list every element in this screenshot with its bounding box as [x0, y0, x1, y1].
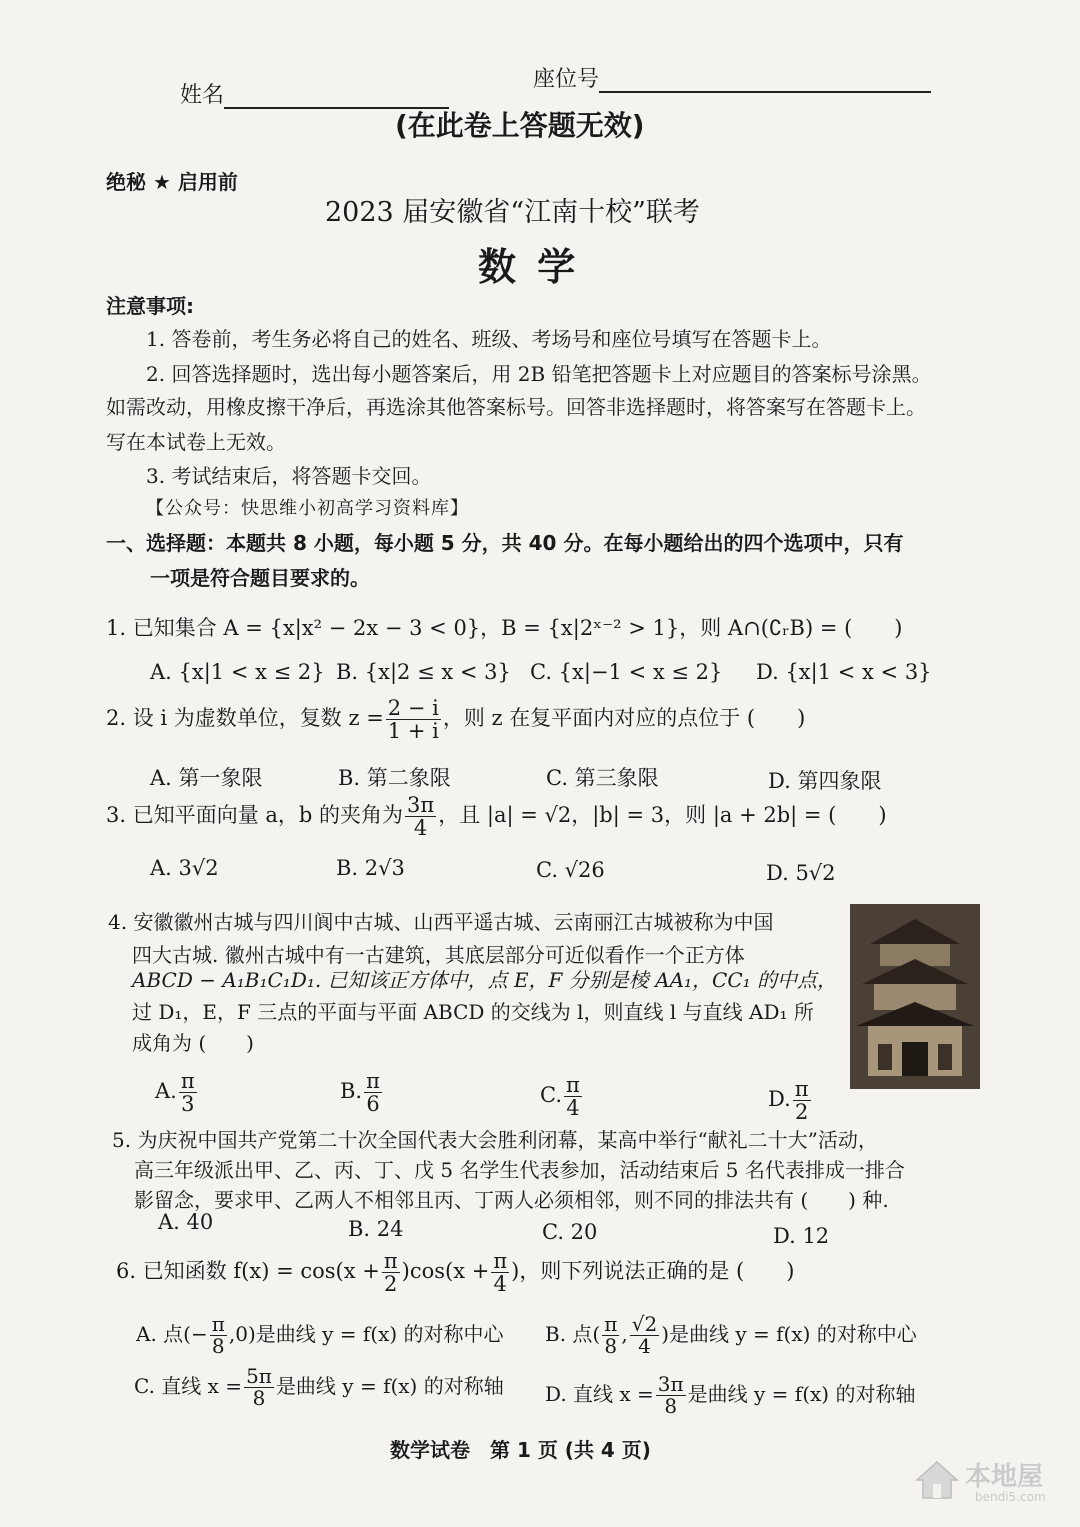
note-2b: 如需改动，用橡皮擦干净后，再选涂其他答案标号。回答非选择题时，将答案写在答题卡上。 — [106, 395, 926, 419]
q4-option-d — [768, 1078, 813, 1123]
q2-den: 1 + i — [387, 719, 439, 744]
q3-den: 4 — [413, 816, 428, 841]
q6-a-num: π — [211, 1312, 225, 1336]
q1-option-b: B. {x|2 ≤ x < 3} — [336, 660, 511, 684]
q6-d-fraction — [656, 1374, 686, 1417]
q6-b-num1: π — [604, 1312, 618, 1336]
q3-option-b: B. 2√3 — [336, 856, 405, 880]
q6-c-num: 5π — [246, 1364, 272, 1388]
q6-c-den: 8 — [252, 1386, 266, 1410]
pagoda-icon — [850, 904, 980, 1089]
q4-c-label: C. — [540, 1083, 562, 1108]
q6-d-pre: D. 直线 x = — [545, 1382, 654, 1406]
q4-line5: 成角为 ( ) — [132, 1031, 254, 1055]
q6-f2-num: π — [493, 1249, 508, 1273]
watermark — [915, 1452, 1065, 1512]
q4-line3: ABCD − A₁B₁C₁D₁. 已知该正方体中，点 E，F 分别是棱 AA₁，CC₁ 的中点， — [132, 968, 838, 992]
q3-fraction — [405, 794, 436, 839]
q4-d-label: D. — [768, 1087, 791, 1112]
q1-stem: 1. 已知集合 A = {x|x² − 2x − 3 < 0}，B = {x|2ˣ⁻² > 1}，则 A∩(∁ᵣB) = ( ) — [106, 616, 903, 640]
q6-c-post: 是曲线 y = f(x) 的对称轴 — [275, 1374, 504, 1398]
q4-line1: 4. 安徽徽州古城与四川阆中古城、山西平遥古城、云南丽江古城被称为中国 — [108, 910, 774, 934]
q4-b-num: π — [366, 1069, 380, 1093]
q1-option-a: A. {x|1 < x ≤ 2} — [150, 660, 325, 684]
watermark-text: 本地屋 — [965, 1462, 1044, 1492]
q1-option-d: D. {x|1 < x < 3} — [756, 660, 932, 684]
q5-option-d: D. 12 — [773, 1224, 830, 1248]
q3-pre: 3. 已知平面向量 a，b 的夹角为 — [106, 803, 404, 828]
q6-a-pre: A. 点(− — [136, 1322, 208, 1346]
q6-f1-num: π — [383, 1249, 398, 1273]
subject-title: 数 学 — [478, 245, 580, 289]
q6-a-den: 8 — [211, 1334, 225, 1358]
q5-line3: 影留念，要求甲、乙两人不相邻且丙、丁两人必须相邻，则不同的排法共有 ( ) 种. — [134, 1188, 889, 1212]
q6-d-post: 是曲线 y = f(x) 的对称轴 — [687, 1382, 916, 1406]
q6-mid: )cos(x + — [401, 1259, 490, 1284]
q2-option-d: D. 第四象限 — [768, 769, 882, 793]
q6-f2 — [491, 1250, 509, 1295]
q5-option-a: A. 40 — [158, 1210, 214, 1234]
ancient-building-photo — [850, 904, 980, 1089]
q6-option-c — [134, 1366, 504, 1409]
q2-stem — [106, 697, 805, 742]
q6-option-a — [136, 1314, 504, 1357]
q3-stem — [106, 794, 887, 839]
q3-num: 3π — [407, 793, 435, 817]
q6-a-fraction — [210, 1314, 227, 1357]
q6-f2-den: 4 — [493, 1272, 507, 1297]
q4-d-fraction — [793, 1078, 811, 1123]
seat-label: 座位号 — [533, 67, 600, 92]
secret-label: 绝秘 ★ 启用前 — [106, 170, 238, 194]
note-2a: 2. 回答选择题时，选出每小题答案后，用 2B 铅笔把答题卡上对应题目的答案标号涂黑。 — [146, 362, 932, 386]
q5-option-b: B. 24 — [348, 1217, 404, 1241]
q6-b-den1: 8 — [604, 1334, 618, 1358]
q6-f1 — [382, 1250, 400, 1295]
note-2c: 写在本试卷上无效。 — [106, 430, 286, 454]
q6-d-den: 8 — [664, 1394, 678, 1418]
q4-option-b — [340, 1070, 384, 1115]
invalid-notice: (在此卷上答题无效) — [395, 109, 645, 142]
q5-option-c: C. 20 — [542, 1220, 598, 1244]
q5-line2: 高三年级派出甲、乙、丙、丁、戊 5 名学生代表参加，活动结束后 5 名代表排成一排合 — [134, 1158, 905, 1182]
q4-b-fraction — [364, 1070, 382, 1115]
q4-b-label: B. — [340, 1079, 363, 1104]
q4-line4: 过 D₁，E，F 三点的平面与平面 ABCD 的交线为 l，则直线 l 与直线 AD₁ 所 — [132, 1000, 814, 1024]
q6-b-fraction2 — [630, 1314, 659, 1357]
q6-d-num: 3π — [657, 1372, 684, 1396]
exam-title: 2023 届安徽省“江南十校”联考 — [325, 197, 700, 228]
seat-field — [533, 62, 931, 93]
note-3: 3. 考试结束后，将答题卡交回。 — [146, 464, 432, 488]
q4-a-den: 3 — [181, 1092, 195, 1117]
q3-option-a: A. 3√2 — [150, 856, 219, 880]
q5-line1: 5. 为庆祝中国共产党第二十次全国代表大会胜利闭幕，某高中举行“献礼二十大”活动， — [112, 1128, 878, 1152]
ad-note: 【公众号：快思维小初高学习资料库】 — [146, 498, 469, 519]
q6-c-fraction — [244, 1366, 274, 1409]
q2-option-c: C. 第三象限 — [546, 766, 659, 790]
q6-option-d — [545, 1374, 915, 1417]
q6-a-post: ,0)是曲线 y = f(x) 的对称中心 — [228, 1322, 504, 1346]
page-footer: 数学试卷 第 1 页 (共 4 页) — [390, 1438, 651, 1462]
q6-pre: 6. 已知函数 f(x) = cos(x + — [116, 1259, 380, 1284]
q2-pre: 2. 设 i 为虚数单位，复数 z = — [106, 706, 384, 731]
q6-stem — [116, 1250, 794, 1295]
q3-post: ，且 |a| = √2，|b| = 3，则 |a + 2b| = ( ) — [438, 803, 887, 828]
q4-a-label: A. — [155, 1079, 177, 1104]
watermark-sub: bendi5.com — [975, 1490, 1046, 1504]
q6-b-pre: B. 点( — [545, 1322, 601, 1346]
q4-d-num: π — [794, 1077, 809, 1101]
q1-option-c: C. {x|−1 < x ≤ 2} — [530, 660, 723, 684]
seat-blank — [599, 65, 931, 93]
q6-option-b: B. 点( $\frac{\pi}{8}$ , $\frac{√2}{4}$ )是曲线 y = f(x) 的对称中心 — [545, 1312, 917, 1358]
section1-line1: 一、选择题：本题共 8 小题，每小题 5 分，共 40 分。在每小题给出的四个选项中，只有 — [106, 531, 904, 555]
q4-a-num: π — [180, 1069, 195, 1093]
q6-f1-den: 2 — [384, 1272, 398, 1297]
q3-option-c: C. √26 — [536, 858, 605, 882]
name-label: 姓名 — [180, 83, 225, 108]
q6-b-fraction1 — [602, 1314, 619, 1357]
q6-c-pre: C. 直线 x = — [134, 1374, 243, 1398]
q6-post: )，则下列说法正确的是 ( ) — [511, 1259, 795, 1284]
q6-b-num2: √2 — [631, 1312, 658, 1336]
q4-c-fraction — [564, 1074, 582, 1119]
q4-d-den: 2 — [794, 1100, 809, 1125]
q4-b-den: 6 — [366, 1092, 380, 1117]
q4-option-c — [540, 1074, 584, 1119]
q3-option-d: D. 5√2 — [766, 861, 836, 885]
q6-b-post: )是曲线 y = f(x) 的对称中心 — [661, 1322, 917, 1346]
q4-a-fraction — [179, 1070, 197, 1115]
q4-option-a — [155, 1070, 199, 1115]
q2-fraction — [386, 697, 441, 742]
q6-b-den2: 4 — [638, 1334, 651, 1358]
q2-option-b: B. 第二象限 — [338, 766, 451, 790]
q4-line2: 四大古城. 徽州古城中有一古建筑，其底层部分可近似看作一个正方体 — [132, 943, 745, 967]
q2-option-a: A. 第一象限 — [150, 766, 263, 790]
q2-post: ，则 z 在复平面内对应的点位于 ( ) — [442, 706, 806, 731]
section1-line2: 一项是符合题目要求的。 — [150, 566, 370, 590]
note-1: 1. 答卷前，考生务必将自己的姓名、班级、考场号和座位号填写在答题卡上。 — [146, 327, 832, 351]
house-icon — [915, 1460, 959, 1500]
q4-c-num: π — [566, 1073, 580, 1097]
notes-title: 注意事项: — [106, 294, 194, 318]
q4-c-den: 4 — [566, 1096, 580, 1121]
q2-num: 2 − i — [387, 696, 439, 720]
